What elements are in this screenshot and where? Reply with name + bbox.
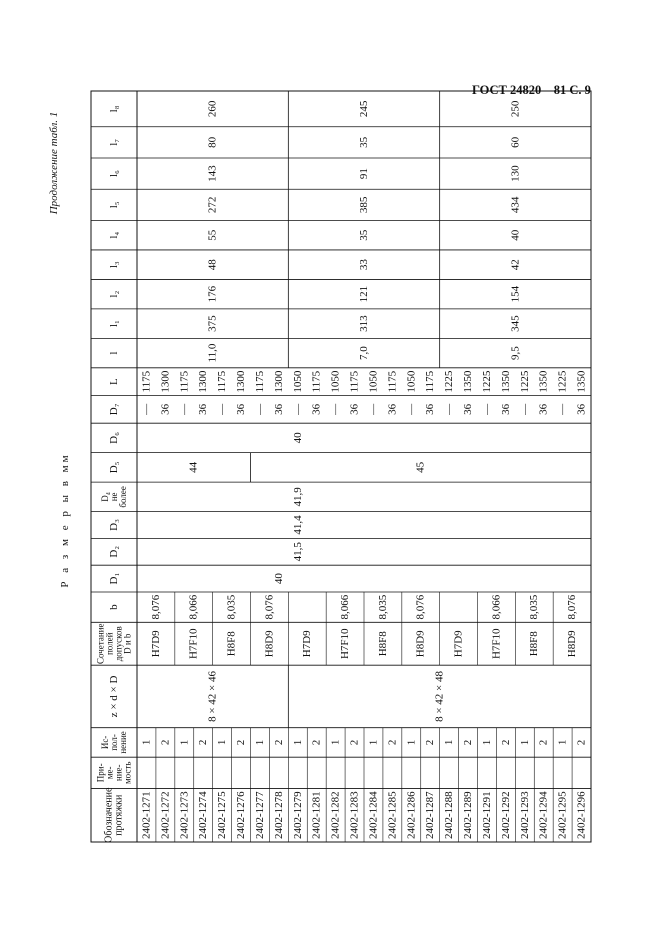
cell-designation: 2402-1272 (159, 791, 172, 840)
cell-l4: 55 (206, 229, 219, 241)
dimensions-text: Р а з м е р ы в мм (59, 452, 71, 588)
cell-l5: 434 (509, 196, 522, 214)
cell-version: 2 (235, 739, 248, 746)
cell-l6: 143 (206, 165, 219, 182)
header-D4: более (118, 486, 128, 508)
cell-L: 1175 (253, 370, 266, 393)
cell-l5: 385 (358, 196, 370, 214)
cell-L: 1350 (462, 370, 475, 393)
cell-tolerance: H7D9 (301, 630, 314, 658)
cell-l: 9,5 (509, 346, 522, 360)
cell-tolerance: H8F8 (528, 631, 541, 657)
cell-version: 2 (424, 739, 437, 746)
cell-l8: 250 (509, 100, 522, 118)
cell-tolerance: H8D9 (566, 630, 579, 658)
cell-tolerance: H8F8 (225, 631, 238, 657)
cell-designation: 2402-1281 (310, 791, 323, 840)
cell-version: 2 (310, 739, 323, 746)
cell-l8: 245 (358, 100, 370, 118)
header-l: l (108, 351, 120, 355)
cell-L: 1300 (197, 370, 210, 393)
cell-designation: 2402-1275 (216, 791, 229, 840)
header-D6: D₆ (108, 432, 120, 444)
header-version: Ис- (100, 735, 110, 750)
cell-L: 1350 (499, 370, 512, 393)
cell-D1: 40 (272, 573, 285, 585)
cell-tolerance: H8D9 (414, 630, 427, 658)
cell-D5: 44 (187, 461, 200, 473)
cell-l7: 80 (206, 136, 219, 148)
header-tolerance: Сочетание (95, 623, 106, 664)
header-l1: l₁ (108, 320, 120, 328)
cell-version: 1 (443, 739, 456, 746)
header-version: пол- (109, 734, 119, 751)
cell-D7: — (291, 403, 304, 415)
cell-zdD: 8 × 42 × 46 (206, 670, 219, 722)
continuation-text: Продолжение табл. 1 (48, 111, 60, 215)
cell-version: 1 (329, 739, 342, 746)
header-L: L (108, 378, 120, 386)
cell-version: 2 (575, 739, 588, 746)
cell-version: 1 (216, 739, 229, 746)
cell-l: 11,0 (206, 343, 219, 363)
header-l4: l₄ (108, 231, 120, 239)
cell-designation: 2402-1287 (424, 791, 437, 840)
cell-L: 1350 (537, 370, 550, 393)
cell-tolerance: H7D9 (149, 630, 162, 658)
cell-D7: 36 (235, 403, 248, 415)
cell-l: 7,0 (358, 346, 370, 360)
header-D4: D₄ (100, 492, 110, 502)
cell-tolerance: H7F10 (490, 628, 503, 660)
cell-version: 1 (140, 739, 153, 746)
cell-D7: 36 (499, 403, 512, 415)
cell-L: 1050 (405, 370, 418, 393)
cell-designation: 2402-1293 (518, 791, 531, 840)
header-D4: не (109, 492, 119, 502)
cell-version: 1 (480, 739, 493, 746)
header-D5: D₅ (108, 461, 120, 474)
cell-D7: 36 (386, 403, 399, 415)
cell-l3: 33 (358, 259, 370, 271)
cell-L: 1300 (272, 370, 285, 393)
cell-designation: 2402-1296 (575, 791, 588, 840)
cell-designation: 2402-1284 (367, 791, 380, 840)
header-zdD: z × d × D (108, 675, 120, 718)
cell-designation: 2402-1285 (386, 791, 399, 840)
cell-D7: — (367, 403, 380, 415)
cell-l5: 272 (206, 196, 219, 214)
cell-L: 1225 (443, 370, 456, 393)
cell-D7: — (443, 403, 456, 415)
cell-version: 1 (405, 739, 418, 746)
cell-D7: 36 (424, 403, 437, 415)
cell-D2: 41,5 (291, 542, 304, 562)
cell-D7: 36 (272, 403, 285, 415)
cell-D6: 40 (291, 432, 304, 444)
cell-designation: 2402-1277 (253, 791, 266, 840)
cell-designation: 2402-1288 (443, 791, 456, 840)
cell-L: 1175 (348, 370, 361, 393)
header-l5: l₅ (108, 201, 120, 209)
cell-version: 1 (291, 739, 304, 746)
cell-version: 2 (499, 739, 512, 746)
cell-l8: 260 (206, 100, 219, 118)
header-designation: Обозначение (103, 787, 115, 843)
cell-D4: 41,9 (291, 487, 304, 507)
cell-D7: 36 (537, 403, 550, 415)
header-tolerance: D и b (122, 633, 133, 654)
cell-l3: 42 (509, 259, 522, 271)
cell-L: 1225 (556, 370, 569, 393)
cell-version: 2 (537, 739, 550, 746)
cell-designation: 2402-1291 (480, 791, 493, 840)
cell-l7: 60 (509, 136, 522, 148)
cell-version: 1 (367, 739, 380, 746)
cell-tolerance: H7F10 (187, 628, 200, 660)
cell-L: 1175 (178, 370, 191, 393)
cell-l4: 40 (509, 229, 522, 241)
cell-l6: 91 (358, 168, 370, 180)
cell-version: 2 (159, 739, 172, 746)
cell-version: 2 (386, 739, 399, 746)
cell-designation: 2402-1278 (272, 791, 285, 840)
cell-designation: 2402-1283 (348, 791, 361, 840)
cell-D7: — (556, 403, 569, 415)
cell-b: 8,066 (490, 594, 503, 620)
cell-designation: 2402-1292 (499, 791, 512, 840)
header-l2: l₂ (108, 290, 120, 298)
cell-D5: 45 (414, 461, 427, 473)
cell-designation: 2402-1289 (462, 791, 475, 840)
header-D7: D₇ (108, 403, 120, 416)
cell-b: 8,066 (339, 594, 352, 620)
cell-b: 8,066 (187, 594, 200, 620)
header-version: нение (118, 731, 128, 754)
cell-l2: 176 (206, 285, 219, 303)
cell-D7: — (253, 403, 266, 415)
cell-L: 1175 (424, 370, 437, 393)
header-D1: D₁ (108, 572, 120, 585)
cell-D7: — (216, 403, 229, 415)
cell-l4: 35 (358, 229, 370, 241)
cell-L: 1050 (367, 370, 380, 393)
cell-version: 2 (348, 739, 361, 746)
cell-designation: 2402-1279 (291, 791, 304, 840)
cell-L: 1050 (329, 370, 342, 393)
cell-b: 8,035 (528, 594, 541, 620)
header-l8: l₈ (108, 105, 120, 113)
cell-D7: — (140, 403, 153, 415)
cell-b: 8,076 (149, 594, 162, 620)
cell-version: 1 (518, 739, 531, 746)
cell-D7: 36 (310, 403, 323, 415)
cell-tolerance: H8D9 (263, 630, 276, 658)
cell-l1: 313 (358, 315, 370, 332)
header-tolerance: полей (104, 632, 115, 656)
header-l6: l₆ (108, 170, 120, 178)
cell-L: 1300 (159, 370, 172, 393)
cell-D7: 36 (462, 403, 475, 415)
cell-D7: — (480, 403, 493, 415)
cell-designation: 2402-1274 (197, 791, 210, 840)
cell-designation: 2402-1294 (537, 791, 550, 840)
cell-L: 1300 (235, 370, 248, 393)
cell-b: 8,035 (376, 594, 389, 620)
cell-version: 2 (462, 739, 475, 746)
header-applicability: ние- (113, 764, 124, 782)
cell-b: 8,076 (414, 594, 427, 620)
cell-l3: 48 (206, 259, 219, 271)
header-applicability: При- (95, 763, 106, 783)
header-l7: l₇ (108, 138, 120, 146)
cell-l7: 35 (358, 136, 370, 148)
header-tolerance: допусков (113, 626, 124, 662)
header-applicability: мость (122, 761, 133, 785)
cell-D7: 36 (575, 403, 588, 415)
header-b: b (108, 604, 120, 610)
header-designation: протяжки (113, 794, 125, 836)
cell-L: 1175 (310, 370, 323, 393)
cell-b: 8,076 (263, 594, 276, 620)
cell-version: 1 (556, 739, 569, 746)
cell-version: 2 (272, 739, 285, 746)
header-applicability: ме- (104, 766, 115, 780)
header-D3: D₃ (108, 519, 120, 531)
cell-version: 2 (197, 739, 210, 746)
header-D2: D₂ (108, 545, 120, 558)
cell-D7: — (178, 403, 191, 415)
cell-designation: 2402-1271 (140, 791, 153, 840)
cell-D7: — (329, 403, 342, 415)
cell-designation: 2402-1286 (405, 791, 418, 840)
cell-designation: 2402-1273 (178, 791, 191, 840)
cell-tolerance: H7F10 (339, 628, 352, 660)
cell-tolerance: H7D9 (452, 630, 465, 658)
cell-b: 8,035 (225, 594, 238, 620)
cell-L: 1350 (575, 370, 588, 393)
header-l3: l₃ (108, 261, 120, 269)
cell-version: 1 (253, 739, 266, 746)
cell-l1: 345 (509, 315, 522, 332)
cell-b: 8,076 (566, 594, 579, 620)
cell-L: 1175 (386, 370, 399, 393)
cell-L: 1225 (518, 370, 531, 393)
cell-l2: 121 (358, 285, 370, 303)
cell-zdD: 8 × 42 × 48 (433, 670, 446, 722)
cell-designation: 2402-1295 (556, 791, 569, 840)
cell-l1: 375 (206, 315, 219, 332)
cell-D7: — (518, 403, 531, 415)
cell-L: 1175 (216, 370, 229, 393)
cell-D7: 36 (159, 403, 172, 415)
cell-designation: 2402-1282 (329, 791, 342, 840)
cell-D7: — (405, 403, 418, 415)
cell-version: 1 (178, 739, 191, 746)
cell-L: 1175 (140, 370, 153, 393)
cell-L: 1050 (291, 370, 304, 393)
page-header: ГОСТ 24820—81 С. 9 (472, 83, 591, 97)
cell-l6: 130 (509, 165, 522, 182)
cell-D7: 36 (348, 403, 361, 415)
cell-l2: 154 (509, 285, 522, 303)
cell-tolerance: H8F8 (376, 631, 389, 657)
cell-L: 1225 (480, 370, 493, 393)
cell-D3: 41,4 (291, 515, 304, 535)
cell-D7: 36 (197, 403, 210, 415)
cell-designation: 2402-1276 (235, 791, 248, 840)
